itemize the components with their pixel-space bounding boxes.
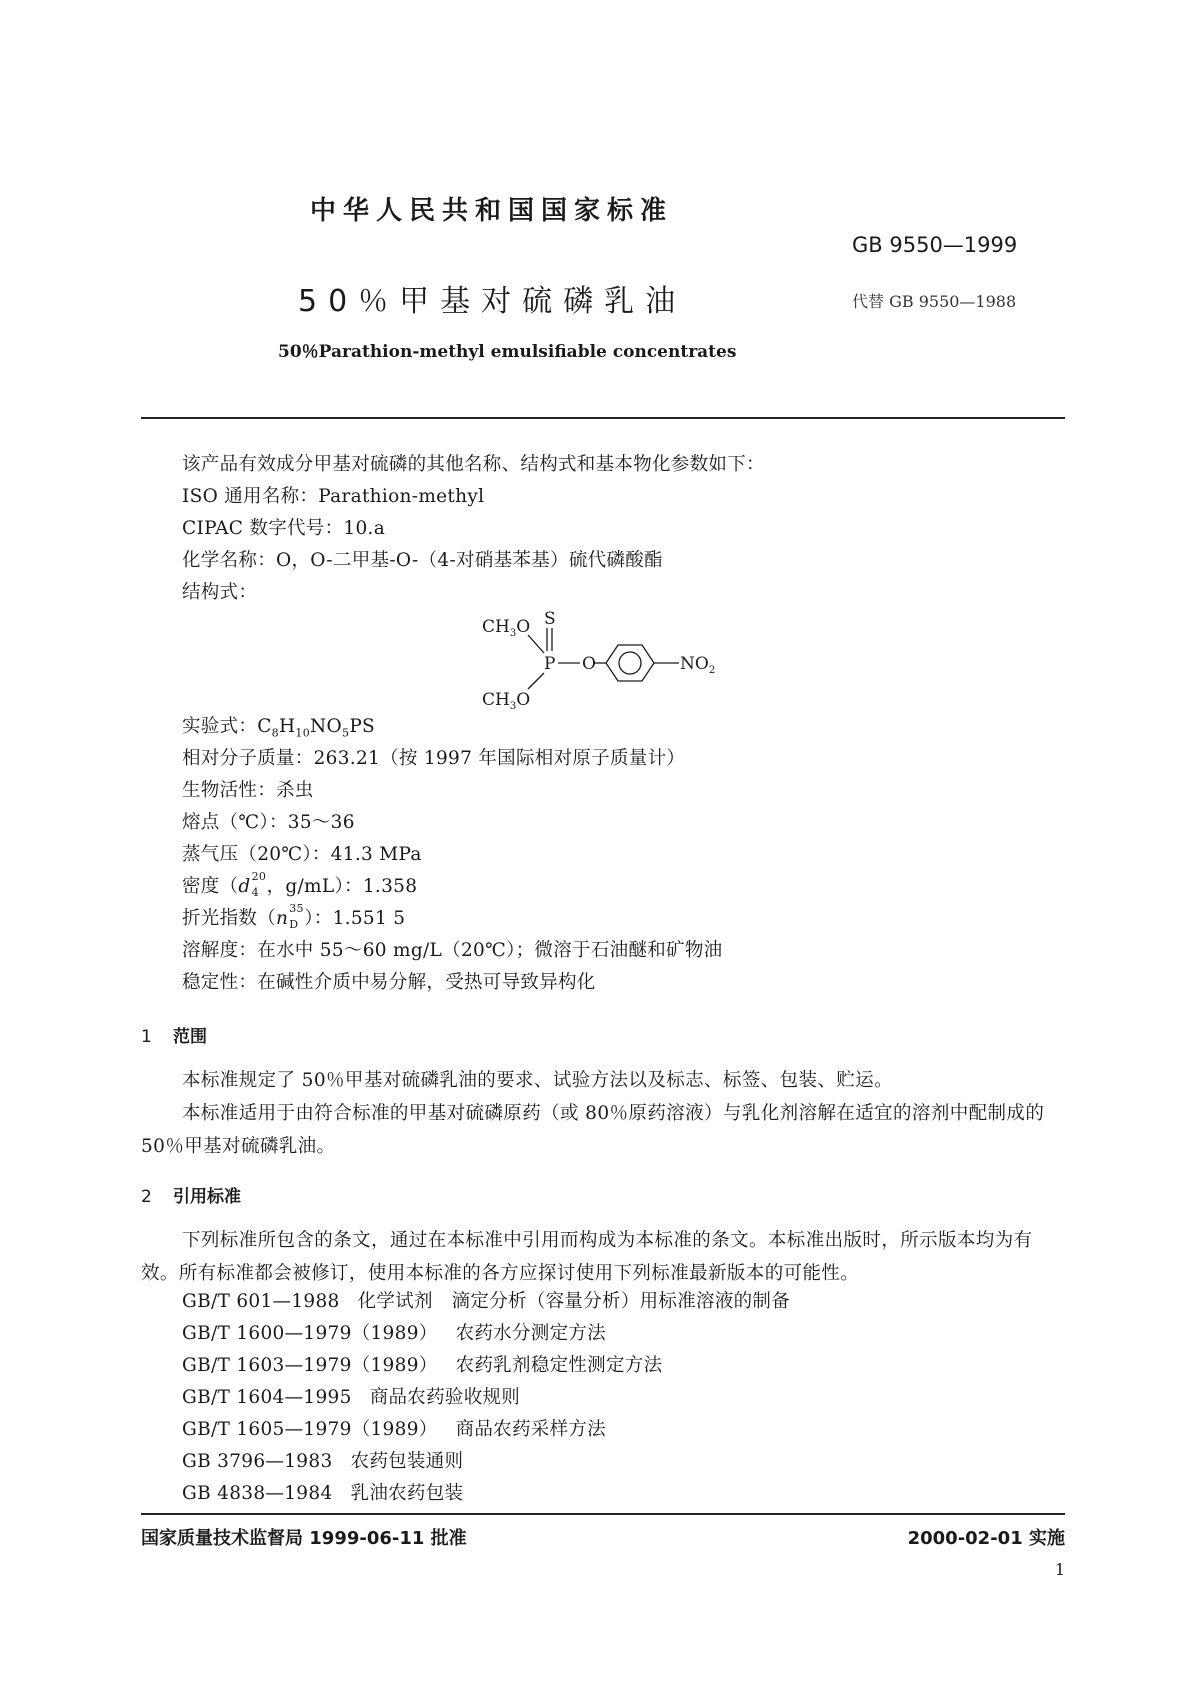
vapor-pressure: 蒸气压（20℃）：41.3 MPa	[182, 844, 422, 865]
refractive-index: 折光指数（n 35 D ）：1.551 5	[182, 902, 406, 931]
structural-formula	[470, 605, 730, 715]
section-1-paragraph-1: 本标准规定了 50％甲基对硫磷乳油的要求、试验方法以及标志、标签、包装、贮运。	[182, 1070, 894, 1091]
section-2-paragraph: 下列标准所包含的条文，通过在本标准中引用而构成为本标准的条文。本标准出版时，所示版本均为有效。所有标准都会被修订，使用本标准的各方应探讨使用下列标准最新版本的可能性。	[141, 1230, 1033, 1284]
section-2-heading: 2 引用标准	[141, 1187, 241, 1207]
english-title: 50％Parathion-methyl emulsifiable concentrates	[278, 342, 737, 362]
iso-common-name: ISO 通用名称：Parathion-methyl	[182, 486, 485, 507]
reference-item: GB/T 1605—1979（1989） 商品农药采样方法	[182, 1419, 606, 1440]
molar-mass: 相对分子质量：263.21（按 1997 年国际相对原子质量计）	[182, 748, 686, 769]
document-title: 50％甲基对硫磷乳油	[298, 284, 687, 319]
properties-intro: 该产品有效成分甲基对硫磷的其他名称、结构式和基本物化参数如下：	[182, 454, 765, 475]
reference-item: GB 4838—1984 乳油农药包装	[182, 1483, 464, 1504]
nitro-group-label: $NO_2$	[680, 654, 716, 676]
approval-statement: 国家质量技术监督局 1999-06-11 批准	[141, 1528, 467, 1549]
reference-item: GB/T 1600—1979（1989） 农药水分测定方法	[182, 1323, 606, 1344]
phosphorus-label: P	[544, 654, 556, 674]
cipac-code: CIPAC 数字代号：10.a	[182, 518, 386, 539]
page-number: 1	[1054, 1560, 1065, 1579]
melting-point: 熔点（℃）：35～36	[182, 812, 355, 833]
ester-oxygen-label: O	[582, 654, 596, 674]
structure-label: 结构式：	[182, 582, 258, 603]
reference-item: GB/T 1603—1979（1989） 农药乳剂稳定性测定方法	[182, 1355, 663, 1376]
chemical-name: 化学名称：O，O-二甲基-O-（4-对硝基苯基）硫代磷酸酯	[182, 550, 663, 571]
section-1-paragraph-2: 本标准适用于由符合标准的甲基对硫磷原药（或 80％原药溶液）与乳化剂溶解在适宜的溶剂中配制成的 50％甲基对硫磷乳油。	[141, 1103, 1045, 1157]
empirical-formula: 实验式：$C_8H_{10}NO_5PS$	[182, 716, 376, 740]
replaces-note: 代替 GB 9550—1988	[852, 292, 1017, 311]
sulfur-label: S	[544, 609, 556, 629]
standard-code: GB 9550—1999	[852, 233, 1018, 257]
implementation-date: 2000-02-01 实施	[907, 1528, 1065, 1549]
biological-activity: 生物活性：杀虫	[182, 780, 314, 801]
reference-item: GB 3796—1983 农药包装通则	[182, 1451, 464, 1472]
national-standard-heading: 中华人民共和国国家标准	[310, 196, 674, 226]
solubility: 溶解度：在水中 55～60 mg/L（20℃）；微溶于石油醚和矿物油	[182, 940, 723, 961]
ch3o-top-label: $CH_3O$	[482, 617, 531, 639]
reference-item: GB/T 601—1988 化学试剂 滴定分析（容量分析）用标准溶液的制备	[182, 1291, 791, 1312]
stability: 稳定性：在碱性介质中易分解，受热可导致异构化	[182, 972, 596, 993]
section-1-heading: 1 范围	[141, 1027, 207, 1047]
density: 密度（d 20 4 ，g/mL）：1.358	[182, 870, 418, 899]
reference-item: GB/T 1604—1995 商品农药验收规则	[182, 1387, 521, 1408]
ch3o-bottom-label: $CH_3O$	[482, 690, 531, 712]
footer-divider	[141, 1513, 1065, 1515]
header-divider	[141, 417, 1065, 419]
